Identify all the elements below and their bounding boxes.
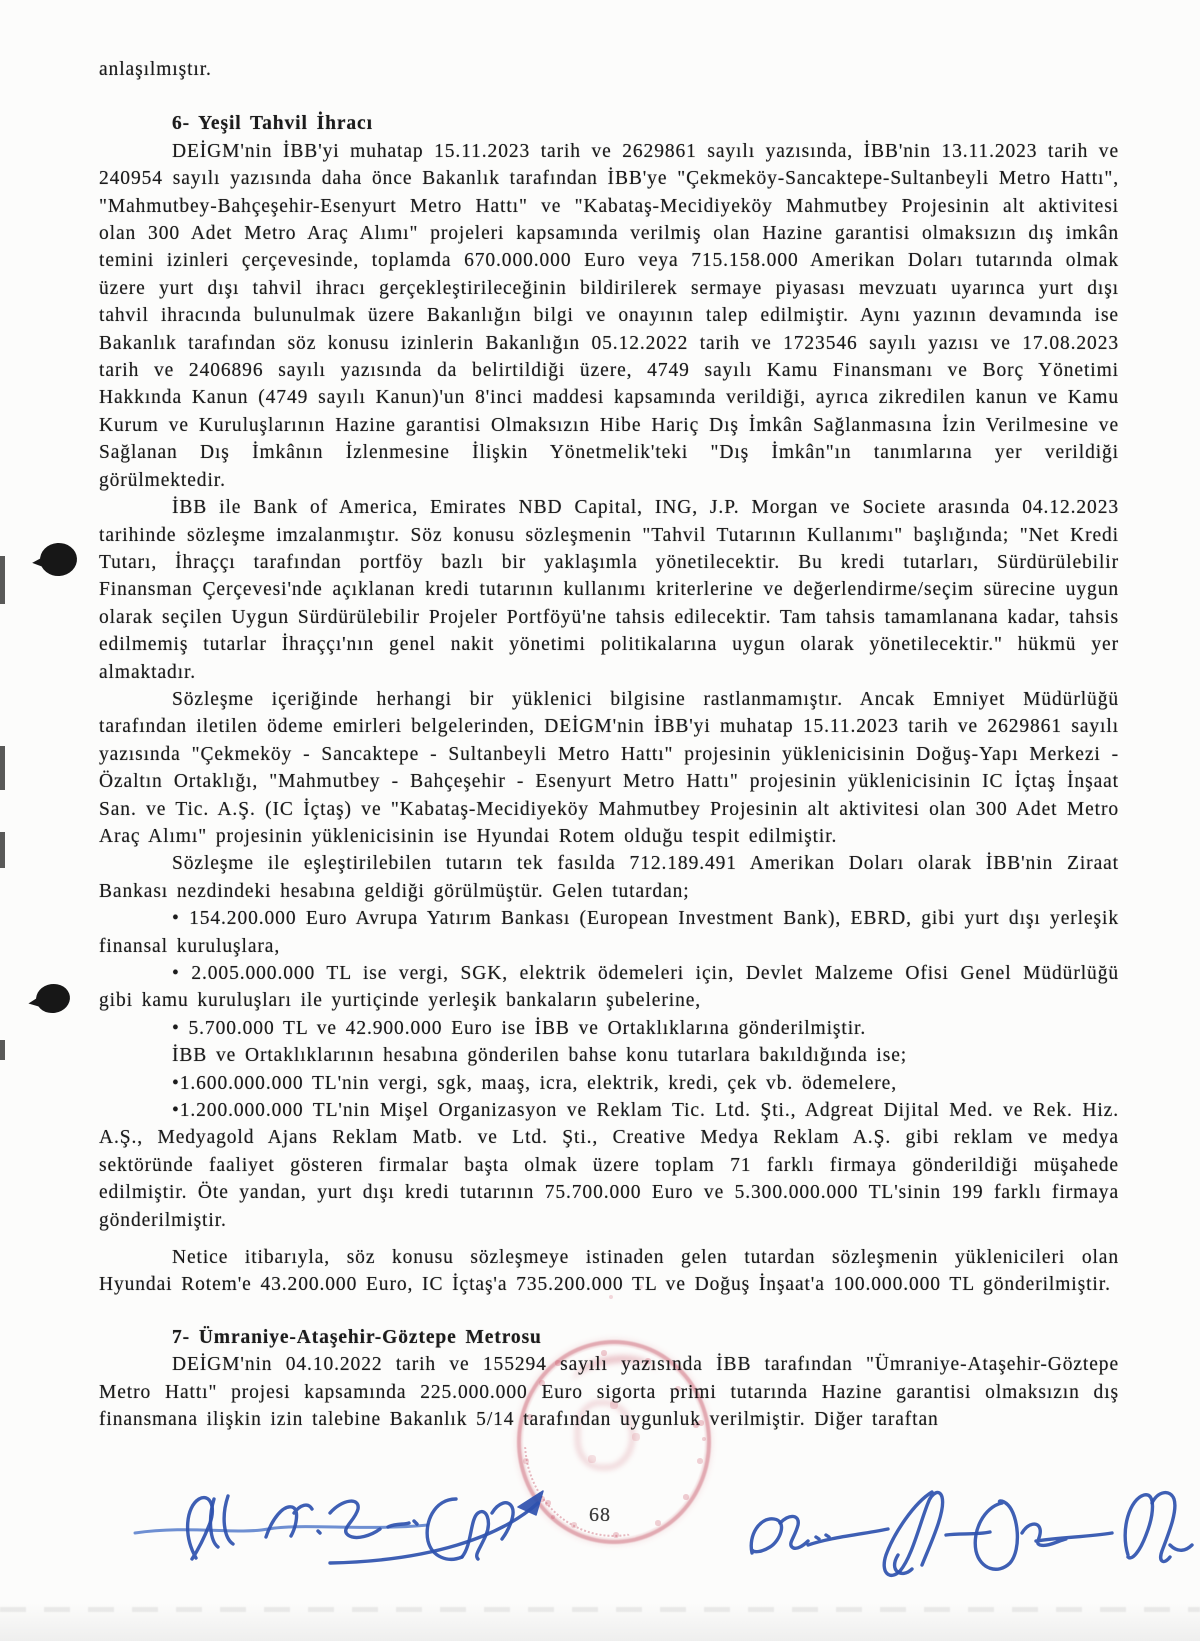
paragraph: Sözleşme içeriğinde herhangi bir yüklenici bilgisine rastlanmamıştır. Ancak Emniyet Müdürlüğü tarafından iletilen ödeme emirleri belgelerinden, DEİGM'nin İBB'yi muhatap 15.11.2023 tarih ve 2629861 sayılı yazısında "Çekmeköy - Sancaktepe - Sultanbeyli Metro Hattı" projesinin yüklenicisinin Doğuş-Yapı Merkezi - Özaltın Ortaklığı, "Mahmutbey - Bahçeşehir - Esenyurt Metro Hattı" projesinin yüklenicisinin IC İçtaş İnşaat San. ve Tic. A.Ş. (IC İçtaş) ve "Kabataş-Mecidiyeköy Mahmutbey Projesinin alt aktivitesi olan 300 Adet Metro Araç Alımı" projesinin yüklenicisinin ise Hyundai Rotem olduğu tespit edilmiştir. (99, 688, 1119, 847)
signature-stroke (780, 1516, 808, 1548)
bullet-item: • 5.700.000 TL ve 42.900.000 Euro ise İBB ve Ortaklıklarına gönderilmiştir. (172, 1017, 867, 1039)
signature-stroke (188, 1498, 213, 1559)
left-signature-group (135, 1491, 543, 1563)
bullet-item: • 2.005.000.000 TL ise vergi, SGK, elektrik ödemeleri için, Devlet Malzeme Ofisi Genel Müdürlüğü gibi kamu kuruluşları ile yurtiçinde yerleşik bankaların şubelerine, (99, 963, 1119, 1012)
hole-punch-mark (34, 982, 72, 1015)
scan-bottom-shade (0, 1603, 1200, 1641)
bullet-item: • 154.200.000 Euro Avrupa Yatırım Bankası (European Investment Bank), EBRD, gibi yurt dışı yerleşik finansal kuruluşlara, (99, 908, 1119, 957)
scan-edge-artifact (0, 1040, 5, 1060)
signature-stroke (1152, 1493, 1192, 1562)
signature-stroke (884, 1492, 942, 1575)
signature-stroke (975, 1501, 1017, 1569)
paragraph: Sözleşme ile eşleştirilebilen tutarın tek fasılda 712.189.491 Amerikan Doları olarak İBB'nin Ziraat Bankası nezdindeki hesabına geldiği görülmüştür. Gelen tutardan; (99, 853, 1119, 902)
stray-ink-speckles (0, 1280, 2, 1282)
paragraph: DEİGM'nin 04.10.2022 tarih ve 155294 sayılı yazısında İBB tarafından "Ümraniye-Ataşehir-Göztepe Metro Hattı" projesi kapsamında 225.000.000 Euro sigorta primi tutarında Hazine garantisi olmaksızın dış finansmana ilişkin izin talebine Bakanlık 5/14 tarafından uygunluk verilmiştir. Diğer taraftan (99, 1354, 1119, 1431)
signature-stroke (808, 1529, 888, 1545)
signature-stroke (318, 1501, 417, 1537)
scan-edge-artifact (0, 556, 5, 604)
signature-underline (135, 1525, 428, 1533)
section-heading-7: 7- Ümraniye-Ataşehir-Göztepe Metrosu (172, 1326, 542, 1348)
signature-stroke (751, 1519, 781, 1553)
section-heading-6: 6- Yeşil Tahvil İhracı (172, 113, 373, 135)
document-text-body (99, 56, 1119, 1434)
signature-stroke (211, 1496, 233, 1547)
signature-stroke (1022, 1524, 1112, 1545)
signature-stroke (1125, 1495, 1152, 1558)
scan-edge-artifact (0, 832, 5, 868)
scan-edge-artifact (0, 746, 5, 790)
paragraph: DEİGM'nin İBB'yi muhatap 15.11.2023 tarih ve 2629861 sayılı yazısında, İBB'nin 13.11.2023 tarih ve 240954 sayılı yazısında daha önce Bakanlık tarafından İBB'ye "Çekmeköy-Sancaktepe-Sultanbeyli Metro Hattı", "Mahmutbey-Bahçeşehir-Esenyurt Metro Hattı" ve "Kabataş-Mecidiyeköy Mahmutbey Projesinin alt aktivitesi olan 300 Adet Metro Araç Alımı" projeleri kapsamında verilmiş olan Hazine garantisi olmaksızın dış imkân temini izinleri çerçevesinde, toplamda 670.000.000 Euro veya 715.158.000 Amerikan Doları tutarında olmak üzere yurt dışı tahvil ihracı gerçekleştirileceğinin bildirilerek sermaye piyasası mevzuatı uyarınca yurt dışı tahvil ihracında bulunulmak üzere Bakanlığın bilgi ve onayının talep edilmiştir. Aynı yazının devamında ise Bakanlık tarafından söz konusu izinlerin Bakanlığın 05.12.2022 tarih ve 1723546 sayılı yazısı ve 17.08.2023 tarih ve 2406896 sayılı yazısında da belirtildiği üzere, 4749 sayılı Kamu Finansmanı ve Borç Yönetimi Hakkında Kanun (4749 sayılı Kanun)'un 8'inci maddesi kapsamında verildiği, ayrıca zikredilen kanun ve Kamu Kurum ve Kuruluşlarının Hazine garantisi Olmaksızın Hibe Hariç Dış İmkân Sağlanmasına İzin Verilmesine ve Sağlanan Dış İmkânın İzlenmesine İlişkin Yönetmelik'teki "Dış İmkân"ın tanımlarına yer verildiği görülmektedir. (99, 140, 1119, 491)
page-number: 68 (589, 1504, 611, 1526)
paragraph: İBB ve Ortaklıklarının hesabına gönderilen bahse konu tutarlara bakıldığında ise; (172, 1045, 908, 1067)
paragraph: İBB ile Bank of America, Emirates NBD Capital, ING, J.P. Morgan ve Societe arasında 04.12.2023 tarihinde sözleşme imzalanmıştır. Söz konusu sözleşmenin "Tahvil Tutarının Kullanımı" başlığında; "Net Kredi Tutarı, İhraççı tarafından portföy bazlı bir yaklaşımla yönetilecektir. Bu kredi tutarları, Sürdürülebilir Finansman Çerçevesi'nde açıklanan kredi tutarının kullanımı kriterlerine ve değerlendirme/seçim sürecine uygun olarak seçilen Uygun Sürdürülebilir Projeler Portföyü'ne tahsis edilecektir. Tam tahsis tamamlanana kadar, tahsis edilmemiş tutarlar İhraççı'nın genel nakit yönetimi politikalarına uygun olarak yönetilecektir." hükmü yer almaktadır. (99, 497, 1119, 683)
signature-stroke (462, 1503, 513, 1559)
bullet-item: •1.600.000.000 TL'nin vergi, sgk, maaş, icra, elektrik, kredi, çek vb. ödemelere, (172, 1072, 897, 1094)
paragraph: Netice itibarıyla, söz konusu sözleşmeye istinaden gelen tutardan sözleşmenin yüklenicileri olan Hyundai Rotem'e 43.200.000 Euro, IC İçtaş'a 735.200.000 TL ve Doğuş İnşaat'a 100.000.000 TL gönderilmiştir. (99, 1247, 1119, 1296)
signature-stroke (266, 1505, 312, 1537)
paragraph-continuation: anlaşılmıştır. (99, 59, 212, 80)
hole-punch-mark (39, 542, 78, 578)
right-signature-group (751, 1492, 1192, 1575)
bullet-item: •1.200.000.000 TL'nin Mişel Organizasyon ve Reklam Tic. Ltd. Şti., Adgreat Dijital Med. ve Rek. Hiz. A.Ş., Medyagold Ajans Reklam Matb. ve Ltd. Şti., Creative Medya Reklam A.Ş. gibi reklam ve medya sektöründe faaliyet gösteren firmalar başta olmak üzere toplam 71 farklı firmaya gönderildiği müşahede edilmiştir. Öte yandan, yurt dışı kredi tutarının 75.700.000 Euro ve 5.300.000.000 TL'sinin 199 farklı firmaya gönderilmiştir. (99, 1100, 1119, 1231)
